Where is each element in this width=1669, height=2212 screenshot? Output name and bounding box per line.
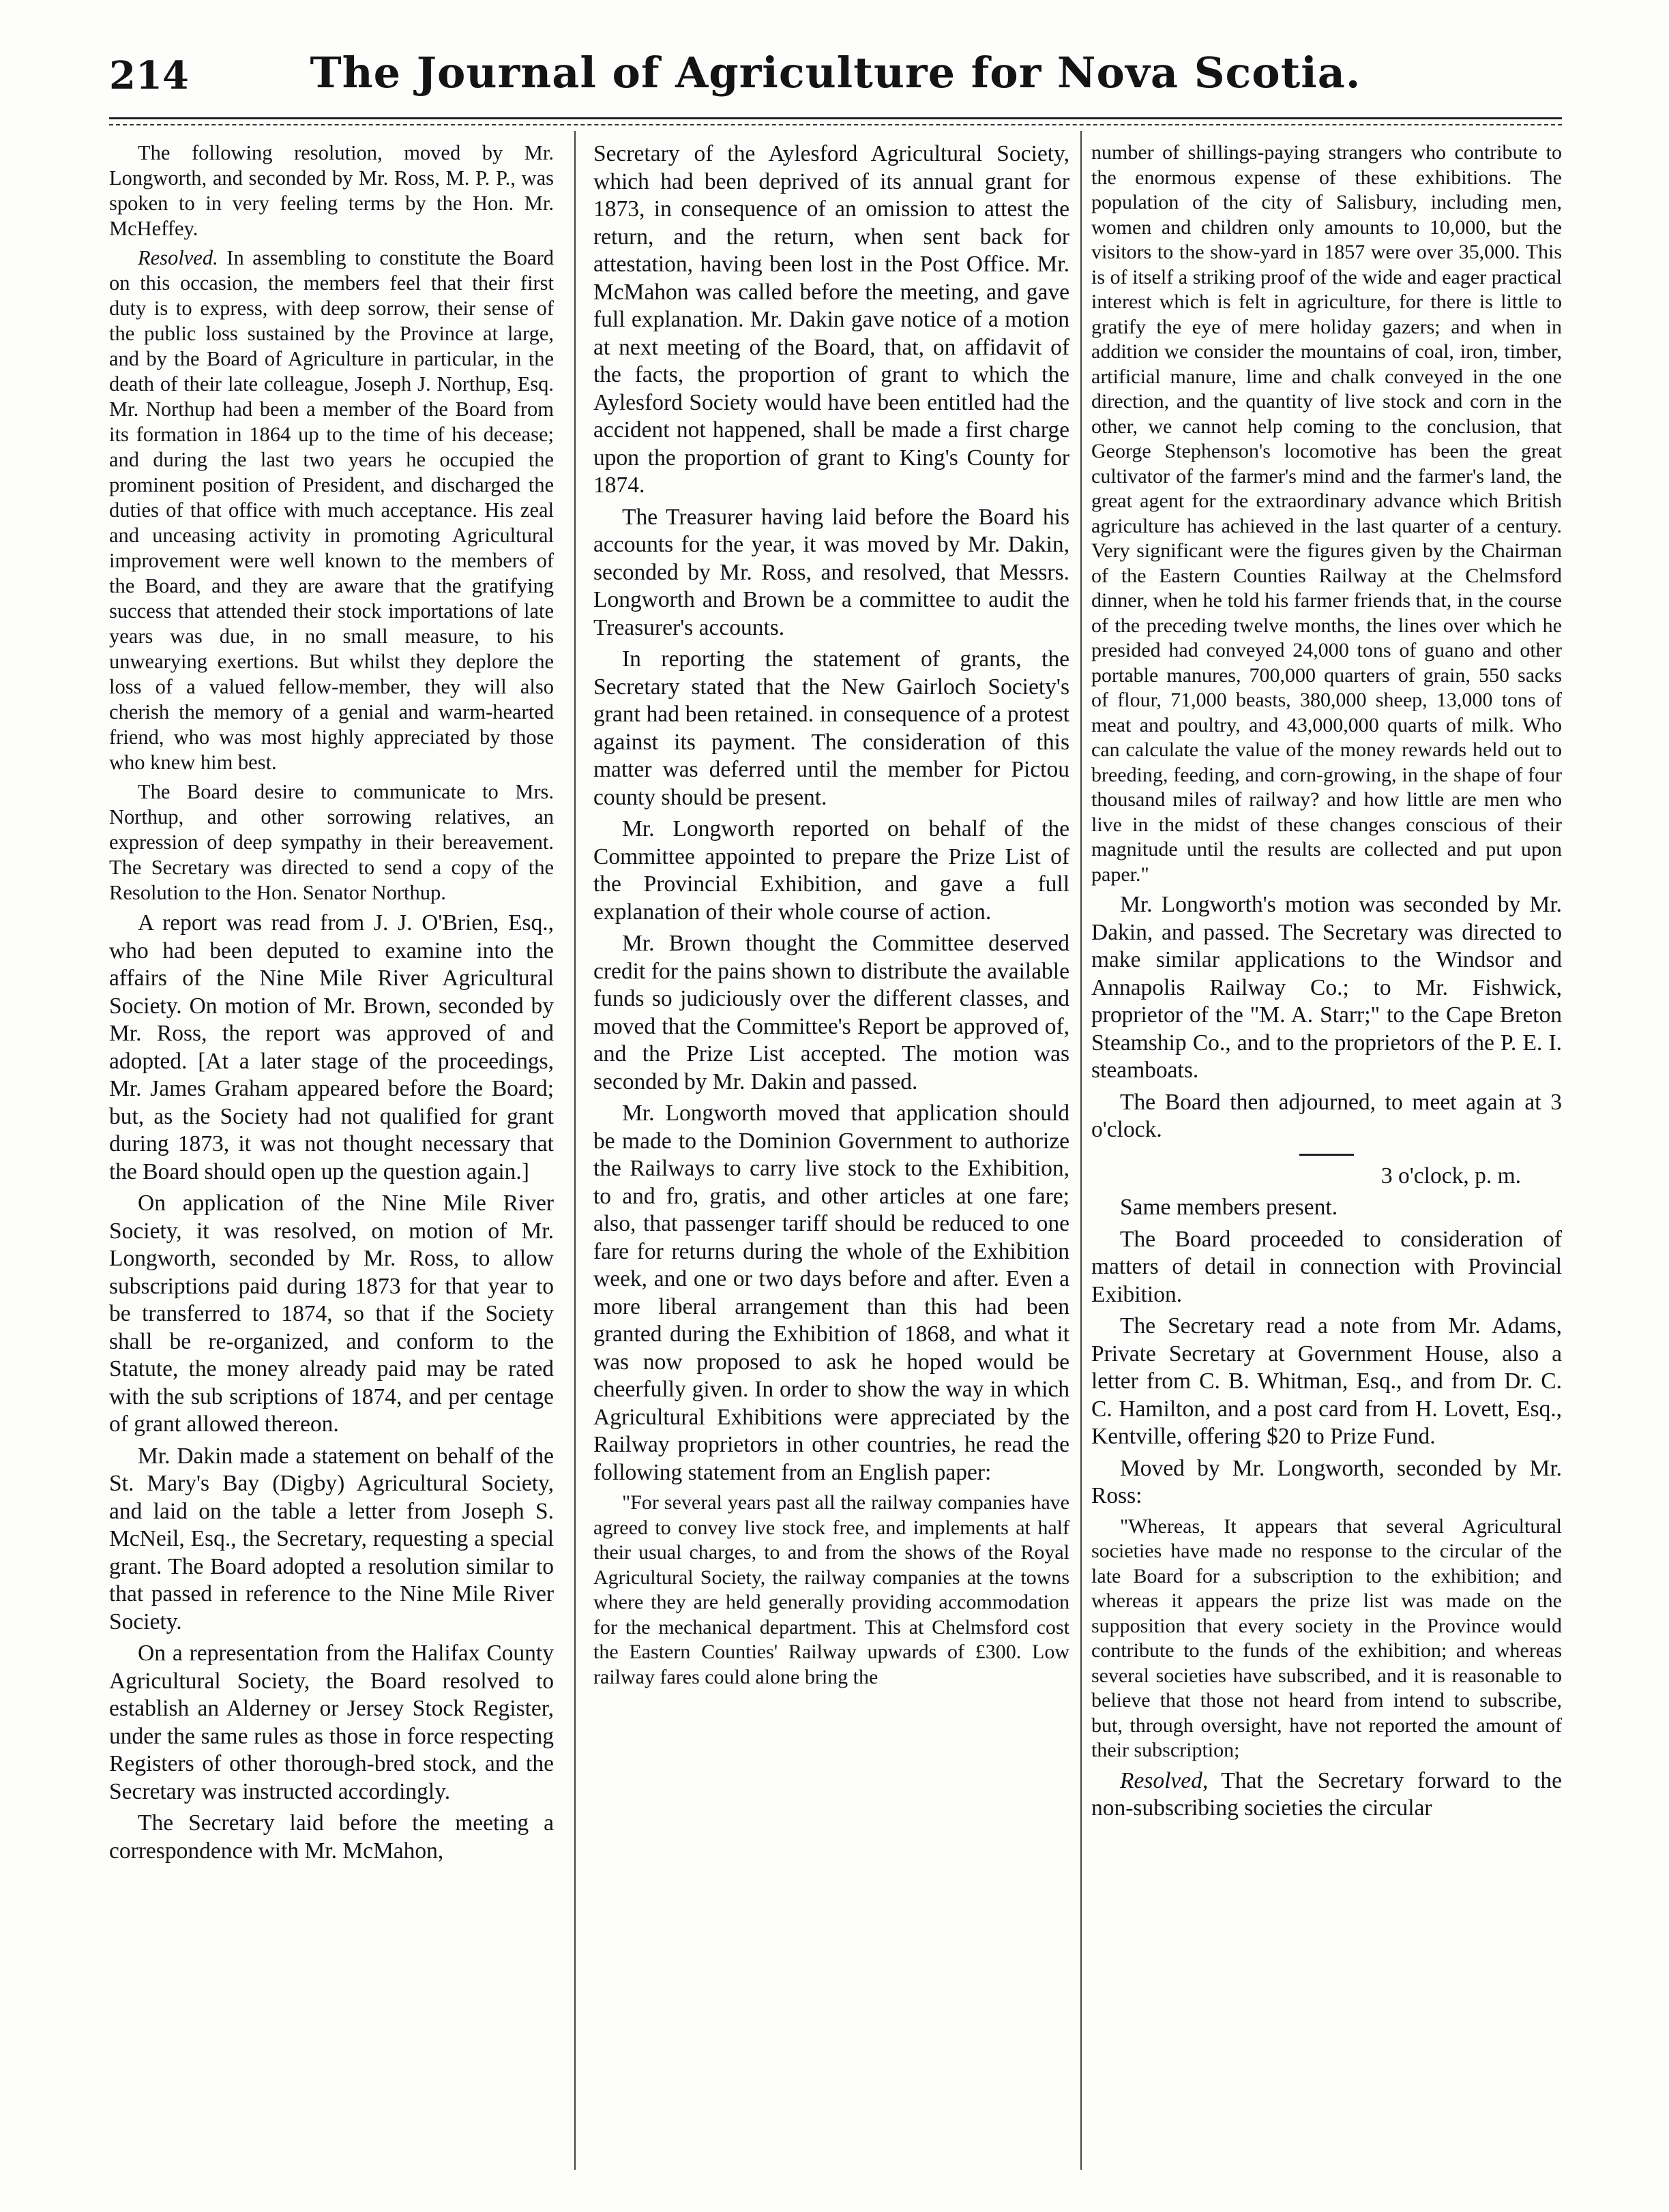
paragraph <box>1091 1767 1562 1823</box>
paragraph-text: Same members present. <box>1120 1195 1338 1220</box>
paragraph-text: That the Secretary forward to the non-subscribing societies the circular <box>1091 1767 1562 1821</box>
paragraph <box>593 140 1069 500</box>
paragraph <box>1091 1089 1562 1144</box>
paragraph-text: The Secretary laid before the meeting a correspondence with Mr. McMahon, <box>109 1810 554 1864</box>
paragraph-text: In assembling to constitute the Board on this occasion, the members feel that their first duty is to express, with deep sorrow, their sense of the public loss sustained by the Province at large, and by the Board of Agriculture in particular, in the death of their late colleague, Joseph J. Northup, Esq. Mr. Northup had been a member of the Board from its formation in 1864 up to the time of his decease; and during the last two years he occupied the prominent position of President, and discharged the duties of that office with much acceptance. His zeal and unceasing activity in promoting Agricultural improvement were well known to the members of the Board, and they are aware that the gratifying success that attended their stock importations of late years was due, in no small measure, to his unwearying exertions. But whilst they deplore the loss of a valued fellow-member, they will also cherish the memory of a genial and warm-hearted friend, who was most highly appreciated by those who knew him best. <box>109 246 554 774</box>
text-column-1 <box>109 140 554 2179</box>
paragraph <box>593 930 1069 1096</box>
paragraph-text: "For several years past all the railway companies have agreed to convey live stock free, and implements at half their usual charges, to and from the shows of the Royal Agricultural Society, the railway companies at the towns where they are held generally providing accommodation for the mechanical department. This at Chelmsford cost the Eastern Counties' Railway upwards of £300. Low railway fares could alone bring the <box>593 1491 1069 1688</box>
paragraph-text: The Board proceeded to consideration of matters of detail in connection with Provincial Exibition. <box>1091 1226 1562 1307</box>
text-column-3 <box>1091 140 1562 2179</box>
paragraph <box>1091 1455 1562 1510</box>
page-header <box>109 48 1562 123</box>
paragraph-text: The Board desire to communicate to Mrs. Northup, and other sorrowing relatives, an expression of deep sympathy in their bereavement. The Secretary was directed to send a copy of the Resolution to the Hon. Senator Northup. <box>109 780 554 904</box>
paragraph <box>593 1100 1069 1486</box>
paragraph <box>109 245 554 775</box>
paragraph <box>1091 1313 1562 1451</box>
column-divider <box>1080 131 1082 2170</box>
paragraph <box>1091 1194 1562 1222</box>
text-column-2 <box>593 140 1069 2179</box>
paragraph <box>109 140 554 241</box>
paragraph <box>1091 140 1562 887</box>
paragraph-text: In reporting the statement of grants, the Secretary stated that the New Gairloch Society's grant had been retained. in consequence of a protest against its payment. The consideration of this matter was deferred until the member for Pictou county should be present. <box>593 646 1069 810</box>
paragraph <box>593 504 1069 642</box>
paragraph-text: Moved by Mr. Longworth, seconded by Mr. Ross: <box>1091 1455 1562 1508</box>
paragraph <box>109 1640 554 1806</box>
paragraph <box>109 1810 554 1865</box>
paragraph-text: The Secretary read a note from Mr. Adams, Private Secretary at Government House, also a letter from C. B. Whitman, Esq., and from Dr. C. C. Hamilton, and a post card from H. Lovett, Esq., Kentville, offering $20 to Prize Fund. <box>1091 1313 1562 1449</box>
paragraph <box>593 646 1069 811</box>
paragraph <box>593 1491 1069 1690</box>
resolved-lead: Resolved, <box>1120 1767 1209 1793</box>
running-title: The Journal of Agriculture for Nova Scotia. <box>310 48 1361 98</box>
paragraph-text: On application of the Nine Mile River Society, it was resolved, on motion of Mr. Longworth, seconded by Mr. Ross, to allow subscriptions paid during 1873 for that year to be transferred to 1874, so that if the Society shall be re-organized, and conform to the Statute, the money already paid may be rated with the sub scriptions of 1874, and per centage of grant allowed thereon. <box>109 1191 554 1437</box>
paragraph-text: Mr. Longworth reported on behalf of the Committee appointed to prepare the Prize List of the Provincial Exhibition, and gave a full explanation of their whole course of action. <box>593 816 1069 925</box>
paragraph <box>1091 1514 1562 1763</box>
paragraph <box>1091 1226 1562 1309</box>
paragraph-text: Mr. Brown thought the Committee deserved credit for the pains shown to distribute the available funds so judiciously over the different classes, and moved that the Committee's Report be approved of, and the Prize List accepted. The motion was seconded by Mr. Dakin and passed. <box>593 931 1069 1094</box>
paragraph <box>109 910 554 1186</box>
paragraph <box>593 816 1069 926</box>
paragraph-text: The following resolution, moved by Mr. Longworth, and seconded by Mr. Ross, M. P. P., was spoken to in very feeling terms by the Hon. Mr. McHeffey. <box>109 141 554 240</box>
paragraph-text: The Board then adjourned, to meet again at 3 o'clock. <box>1091 1089 1562 1142</box>
header-rule <box>109 117 1562 119</box>
paragraph-text: number of shillings-paying strangers who contribute to the enormous expense of these exhibitions. The population of the city of Salisbury, including men, women and children only amounts to 10,000, but the visitors to the show-yard in 1857 were over 35,000. This is of itself a striking proof of the wide and eager practical interest which is felt in agriculture, for there is little to gratify the eye of mere holiday gazers; and when in addition we consider the mountains of coal, iron, timber, artificial manure, lime and chalk conveyed in the one direction, and the quantity of live stock and corn in the other, we cannot help coming to the conclusion, that George Stephenson's locomotive has been the great cultivator of the farmer's mind and the farmer's land, the great agent for the extraordinary advance which British agriculture has achieved in the last quarter of a century. Very significant were the figures given by the Chairman of the Eastern Counties Railway at the Chelmsford dinner, when he told his farmer friends that, in the course of the preceding twelve months, the lines over which he presided had conveyed 24,000 tons of guano and other portable manures, 700,000 quarters of grain, 550 sacks of flour, 71,000 beasts, 380,000 sheep, 13,000 tons of meat and poultry, and 43,000,000 quarts of milk. Who can calculate the value of the money rewards held out to breeding, feeding, and corn-growing, in the shape of four thousand miles of railway? and how little are men who live in the midst of these changes conscious of their magnitude until the results are collected and put upon paper." <box>1091 141 1562 886</box>
paragraph-text: Mr. Dakin made a statement on behalf of the St. Mary's Bay (Digby) Agricultural Society, and laid on the table a letter from Joseph S. McNeil, Esq., the Secretary, requesting a special grant. The Board adopted a resolution similar to that passed in reference to the Nine Mile River Society. <box>109 1443 554 1634</box>
paragraph-text: 3 o'clock, p. m. <box>1380 1163 1521 1189</box>
section-separator <box>1299 1154 1354 1156</box>
paragraph-text: Mr. Longworth moved that application should be made to the Dominion Government to authorize the Railways to carry live stock to the Exhibition, to and fro, gratis, and other articles at one fare; also, that passenger tariff should be reduced to one fare for returns during the whole of the Exhibition week, and one or two days before and after. Even a more liberal arrangement than this had been granted during the Exhibition of 1868, and what it was now proposed to ask he hoped would be cheerfully given. In order to show the way in which Agricultural Exhibitions were appreciated by the Railway proprietors in other countries, he read the following statement from an English paper: <box>593 1101 1069 1485</box>
paragraph-text: Secretary of the Aylesford Agricultural Society, which had been deprived of its annual grant for 1873, in consequence of an omission to attest the return, and the return, when sent back for attestation, having been lost in the Post Office. Mr. McMahon was called before the meeting, and gave full explanation. Mr. Dakin gave notice of a motion at next meeting of the Board, that, on affidavit of the facts, the proportion of grant to which the Aylesford Society would have been entitled had the accident not happened, shall be made a first charge upon the proportion of grant to King's County for 1874. <box>593 141 1069 498</box>
paragraph-text: A report was read from J. J. O'Brien, Esq., who had been deputed to examine into the affairs of the Nine Mile River Agricultural Society. On motion of Mr. Brown, seconded by Mr. Ross, the report was approved of and adopted. [At a later stage of the proceedings, Mr. James Graham appeared before the Board; but, as the Society had not qualified for grant during 1873, it was not thought necessary that the Board should open up the question again.] <box>109 910 554 1184</box>
resolved-lead: Resolved. <box>138 246 218 269</box>
paragraph <box>109 1443 554 1636</box>
paragraph <box>109 1190 554 1439</box>
paragraph <box>109 779 554 906</box>
header-rule-dashed <box>109 124 1562 125</box>
paragraph <box>1091 891 1562 1085</box>
paragraph-text: Mr. Longworth's motion was seconded by Mr. Dakin, and passed. The Secretary was directed to make similar applications to the Windsor and Annapolis Railway Co.; to Mr. Fishwick, proprietor of the "M. A. Starr;" to the Cape Breton Steamship Co., and to the proprietors of the P. E. I. steamboats. <box>1091 892 1562 1083</box>
paragraph-text: "Whereas, It appears that several Agricultural societies have made no response to the circular of the late Board for a subscription to the exhibition; and whereas it appears the prize list was made on the supposition that every society in the Province would contribute to the funds of the exhibition; and whereas several societies have subscribed, and it is reasonable to believe that those not heard from intend to subscribe, but, through oversight, have not reported the amount of their subscription; <box>1091 1514 1562 1761</box>
paragraph <box>1091 1163 1562 1191</box>
paragraph-text: The Treasurer having laid before the Board his accounts for the year, it was moved by Mr. Dakin, seconded by Mr. Ross, and resolved, that Messrs. Longworth and Brown be a committee to audit the Treasurer's accounts. <box>593 504 1069 640</box>
column-divider <box>574 131 576 2170</box>
page-number: 214 <box>109 53 189 98</box>
paragraph-text: On a representation from the Halifax County Agricultural Society, the Board resolved to establish an Alderney or Jersey Stock Register, under the same rules as those in force respecting Registers of other thorough-bred stock, and the Secretary was instructed accordingly. <box>109 1641 554 1804</box>
